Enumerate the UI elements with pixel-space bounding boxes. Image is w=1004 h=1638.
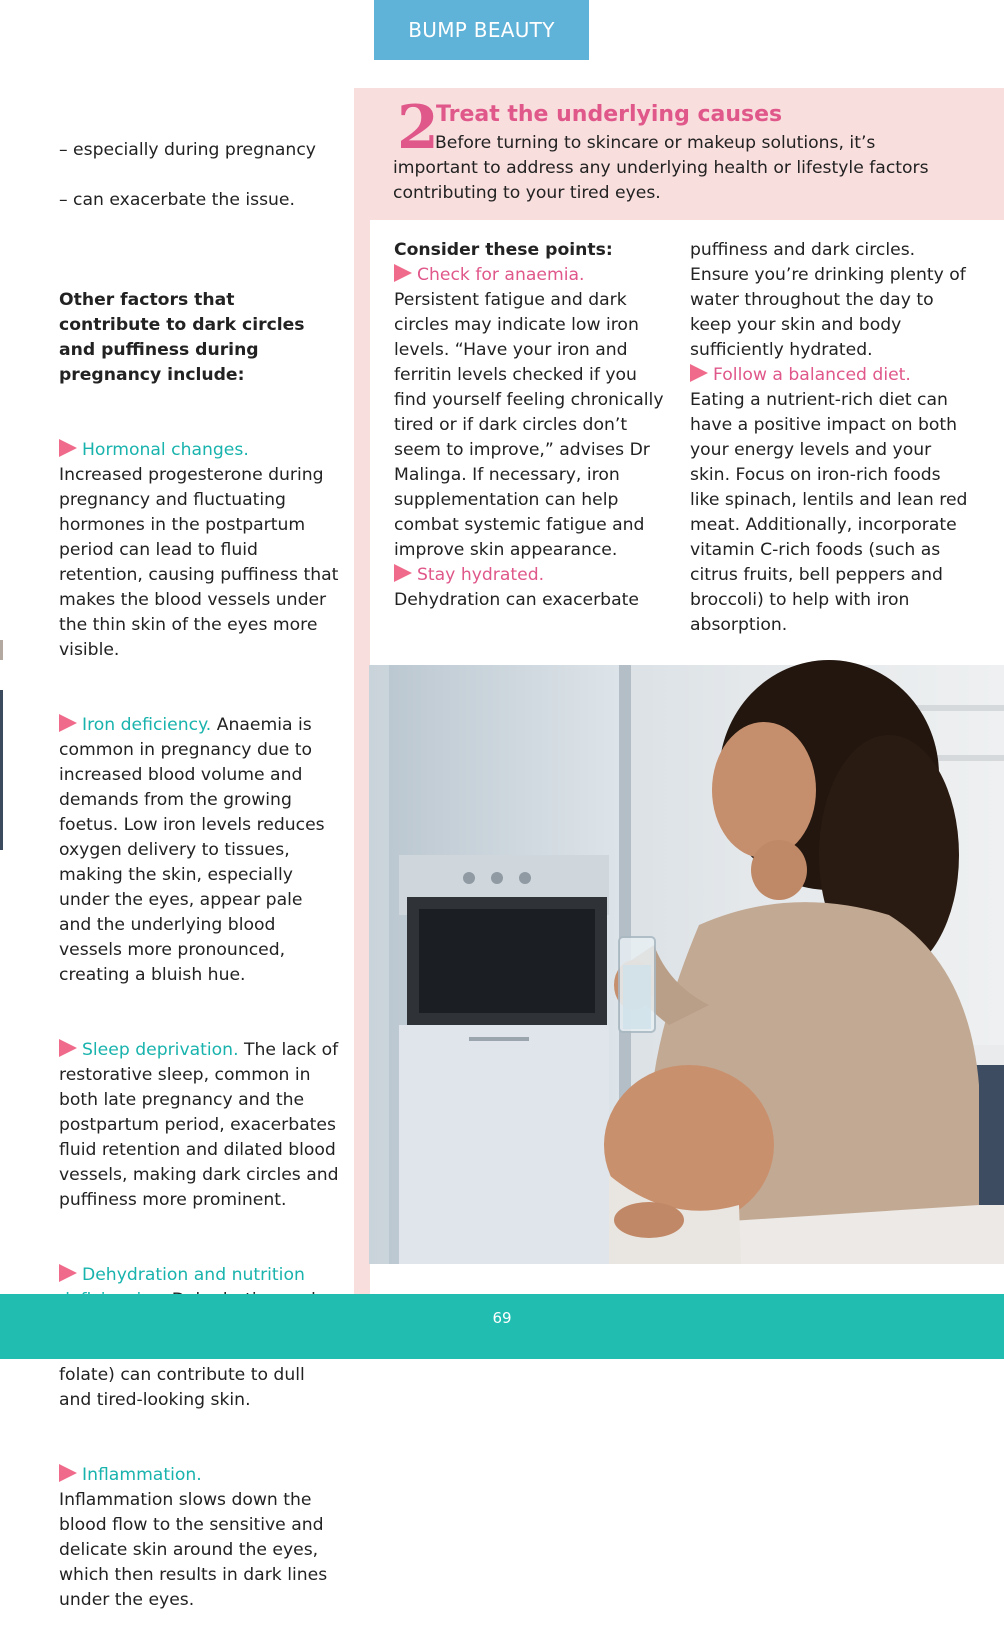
triangle-bullet-icon bbox=[59, 714, 77, 732]
factor-item bbox=[59, 1038, 339, 1213]
left-column bbox=[59, 113, 339, 1638]
points-heading: Consider these points: bbox=[394, 240, 613, 260]
section-label: BUMP BEAUTY bbox=[408, 18, 555, 42]
factor-title: Hormonal changes. bbox=[82, 440, 249, 460]
section-intro: Before turning to skincare or makeup solutions, it’s important to address any underlying health or lifestyle factors contributing to your tired eyes. bbox=[393, 133, 929, 203]
factor-body: Increased progesterone during pregnancy and fluctuating hormones in the postpartum period can lead to fluid retention, causing puffiness that makes the blood vessels under the thin skin of the eyes more visible. bbox=[59, 465, 339, 660]
triangle-bullet-icon bbox=[59, 439, 77, 457]
factor-item bbox=[59, 438, 339, 663]
factor-title: Dehydration and nutrition bbox=[82, 1265, 305, 1285]
middle-column bbox=[394, 238, 664, 613]
triangle-bullet-icon bbox=[59, 1264, 77, 1282]
point-item bbox=[394, 563, 664, 613]
point-body: Eating a nutrient-rich diet can have a positive impact on both your energy levels and your skin. Focus on iron-rich foods like spinach, lentils and lean red meat. Additionally, incorporate vitamin C-rich foods (such as citrus fruits, bell peppers and broccoli) to help with iron absorption. bbox=[690, 390, 968, 635]
factor-title: Iron deficiency. bbox=[82, 715, 212, 735]
page-number: 69 bbox=[492, 1309, 512, 1327]
factor-body: folate) can contribute to dull and tired-looking skin. bbox=[59, 1365, 305, 1410]
factor-item bbox=[59, 1463, 339, 1613]
right-column bbox=[690, 238, 970, 638]
point-body: puffiness and dark circles. Ensure you’re drinking plenty of water throughout the day to keep your skin and body sufficiently hydrated. bbox=[690, 240, 966, 360]
edge-strip bbox=[0, 640, 3, 660]
factor-item bbox=[59, 713, 339, 988]
point-item bbox=[394, 263, 664, 563]
pregnant-woman-drinking-water-photo bbox=[369, 665, 1004, 1264]
edge-strip bbox=[0, 690, 3, 850]
point-body: Dehydration can exacerbate bbox=[394, 590, 639, 610]
triangle-bullet-icon bbox=[59, 1464, 77, 1482]
section-tab bbox=[374, 0, 589, 60]
factor-body: The lack of restorative sleep, common in both late pregnancy and the postpartum period, exacerbates fluid retention and dilated blood vessels, making dark circles and puffiness more prominent. bbox=[59, 1040, 339, 1210]
triangle-bullet-icon bbox=[394, 564, 412, 582]
section-title: Treat the underlying causes bbox=[436, 102, 783, 127]
intro-line: – can exacerbate the issue. bbox=[59, 190, 295, 210]
triangle-bullet-icon bbox=[59, 1039, 77, 1057]
factors-heading: Other factors that contribute to dark circles and puffiness during pregnancy include: bbox=[59, 290, 305, 385]
pink-divider bbox=[354, 88, 370, 1296]
point-item bbox=[690, 363, 970, 638]
point-title: Follow a balanced diet. bbox=[713, 365, 911, 385]
photo-illustration bbox=[369, 665, 1004, 1264]
factor-title: Sleep deprivation. bbox=[82, 1040, 239, 1060]
intro-line: – especially during pregnancy bbox=[59, 140, 316, 160]
factor-body: Anaemia is common in pregnancy due to increased blood volume and demands from the growing foetus. Low iron levels reduces oxygen delivery to tissues, making the skin, especially under the eyes, appear pale and the underlying blood vessels more pronounced, creating a bluish hue. bbox=[59, 715, 325, 985]
triangle-bullet-icon bbox=[394, 264, 412, 282]
factor-body: Inflammation slows down the blood flow to the sensitive and delicate skin around the eyes, which then results in dark lines under the eyes. bbox=[59, 1490, 328, 1610]
section-number: 2 bbox=[397, 93, 439, 163]
point-body: Persistent fatigue and dark circles may indicate low iron levels. “Have your iron and ferritin levels checked if you find yourself feeling chronically tired or if dark circles don’t seem to improve,” advises Dr Malinga. If necessary, iron supplementation can help combat systemic fatigue and improve skin appearance. bbox=[394, 290, 664, 560]
point-title: Stay hydrated. bbox=[417, 565, 545, 585]
point-title: Check for anaemia. bbox=[417, 265, 585, 285]
factor-title: Inflammation. bbox=[82, 1465, 202, 1485]
triangle-bullet-icon bbox=[690, 364, 708, 382]
